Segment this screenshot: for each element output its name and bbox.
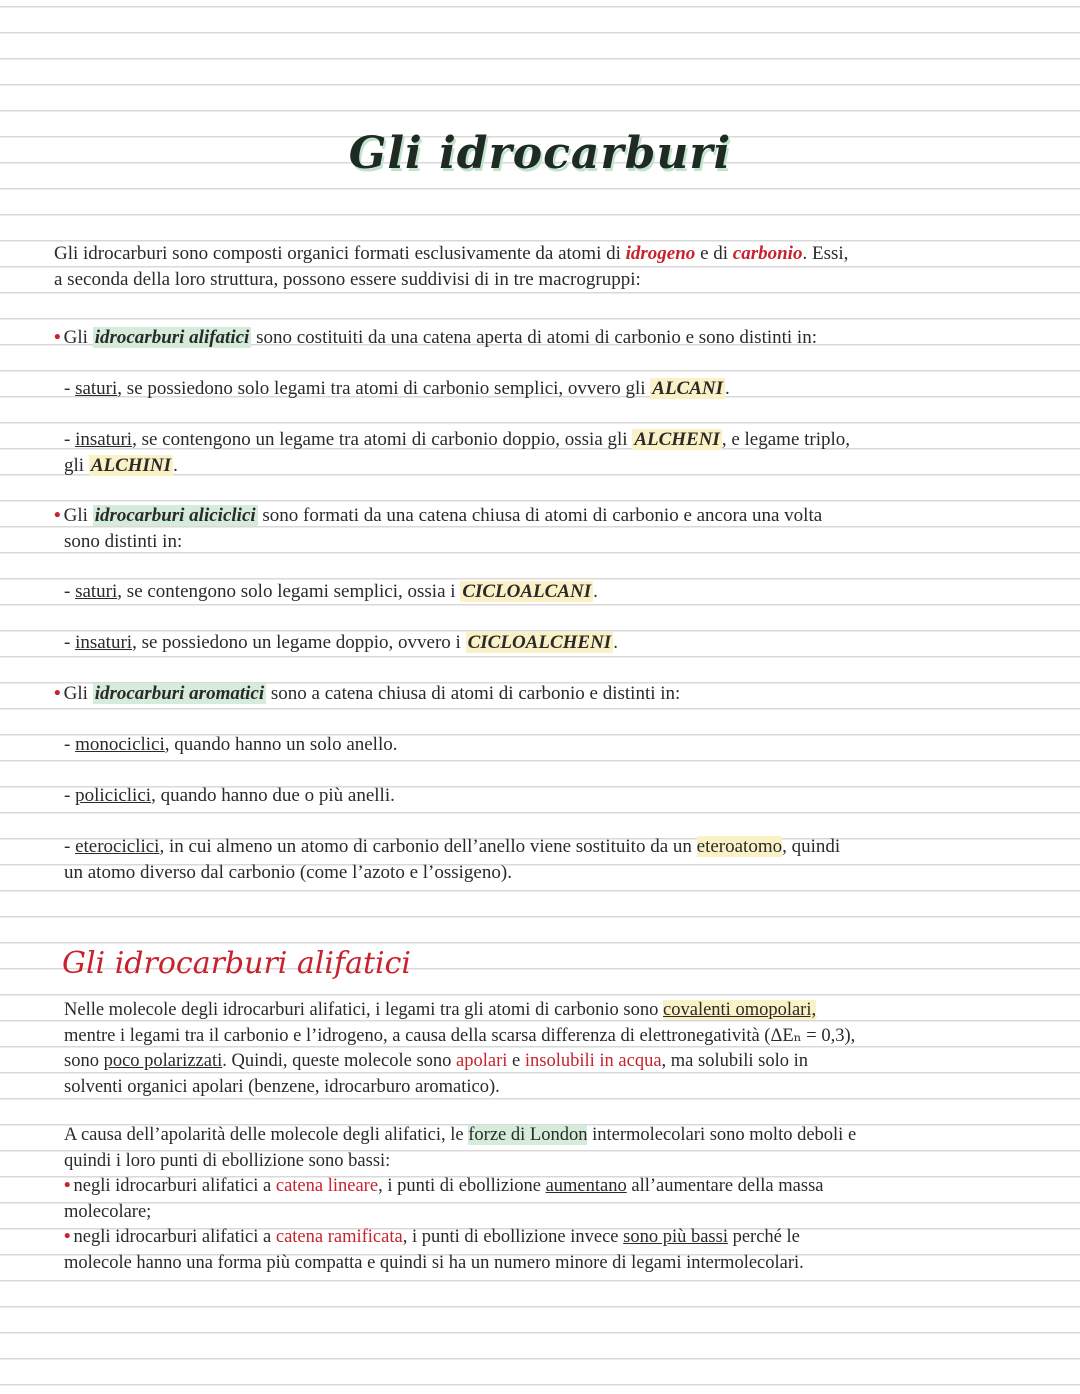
term-aromatici: idrocarburi aromatici: [94, 683, 265, 704]
section-paragraph-1: Nelle molecole degli idrocarburi alifatici, i legami tra gli atomi di carbonio sono covalenti omopolari, mentre i legami tra il carbonio e l’idrogeno, a causa della scarsa differenza di elettronegatività (ΔEₙ = 0,3), sono poco polarizzati. Quindi, queste molecole sono apolari e insolubili in acqua, ma solubili solo in solventi organici apolari (benzene, idrocarburo aromatico).: [64, 1000, 856, 1097]
term-cicloalcani: CICLOALCANI: [462, 581, 592, 602]
bullet-icon: •: [64, 1227, 71, 1247]
alifatici-saturi: - saturi, se possiedono solo legami tra atomi di carbonio semplici, ovvero gli ALCANI .: [64, 378, 730, 399]
alifatici-heading: • Gli idrocarburi alifatici sono costituiti da una catena aperta di atomi di carbonio e sono distinti in:: [54, 327, 817, 348]
page-title: Gli idrocarburi: [348, 128, 732, 179]
intro-paragraph: [54, 241, 1004, 292]
intro-line-2: a seconda della loro struttura, possono essere suddivisi di in tre macrogruppi:: [54, 268, 641, 290]
term-idrogeno: idrogeno: [625, 243, 696, 264]
alifatici-insaturi: - insaturi, se contengono un legame tra atomi di carbonio doppio, ossia gli ALCHENI , e legame triplo, gli ALCHINI .: [64, 429, 851, 476]
bullet-icon: •: [64, 1176, 71, 1196]
section-paragraph-2: A causa dell’apolarità delle molecole degli alifatici, le forze di London intermolecolari sono molto deboli e quindi i loro punti di ebollizione sono bassi: • negli idrocarburi alifatici a catena lineare, i punti di ebollizione aumentano all’aumentare della massa molecolare; • negli idrocarburi alifatici a catena ramificata, i punti di ebollizione invece sono più bassi perché le molecole hanno una forma più compatta e quindi si ha un numero minore di legami intermolecolari.: [64, 1125, 857, 1273]
bullet-icon: •: [54, 683, 61, 704]
intro-line-1: Gli idrocarburi sono composti organici formati esclusivamente da atomi di idrogeno e di carbonio. Essi,: [54, 243, 849, 264]
aliciclici-heading: • Gli idrocarburi aliciclici sono formati da una catena chiusa di atomi di carbonio e ancora una volta sono distinti in:: [54, 505, 823, 552]
term-aliciclici: idrocarburi aliciclici: [94, 505, 256, 526]
aromatici-monociclici: - monociclici, quando hanno un solo anello.: [64, 734, 398, 755]
term-cicloalcheni: CICLOALCHENI: [467, 632, 612, 653]
term-carbonio: carbonio: [732, 243, 803, 264]
aromatici-policiclici: - policiclici, quando hanno due o più anelli.: [64, 785, 395, 806]
aliciclici-saturi: - saturi, se contengono solo legami semplici, ossia i CICLOALCANI .: [64, 581, 598, 602]
aromatici-heading: • Gli idrocarburi aromatici sono a catena chiusa di atomi di carbonio e distinti in:: [54, 683, 681, 704]
term-alcani: ALCANI: [652, 378, 724, 399]
aliciclici-insaturi: - insaturi, se possiedono un legame doppio, ovvero i CICLOALCHENI .: [64, 632, 618, 653]
aromatici-eterociclici: - eterociclici, in cui almeno un atomo di carbonio dell’anello viene sostituito da un eteroatomo, quindi un atomo diverso dal carbonio (come l’azoto e l’ossigeno).: [64, 836, 841, 883]
bullet-icon: •: [54, 327, 61, 348]
term-alifatici: idrocarburi alifatici: [94, 327, 250, 348]
term-eteroatomo: eteroatomo: [696, 836, 783, 857]
term-alcheni: ALCHENI: [634, 429, 720, 450]
term-alchini: ALCHINI: [90, 454, 172, 476]
section-title: Gli idrocarburi alifatici: [62, 946, 412, 981]
bullet-icon: •: [54, 505, 61, 526]
